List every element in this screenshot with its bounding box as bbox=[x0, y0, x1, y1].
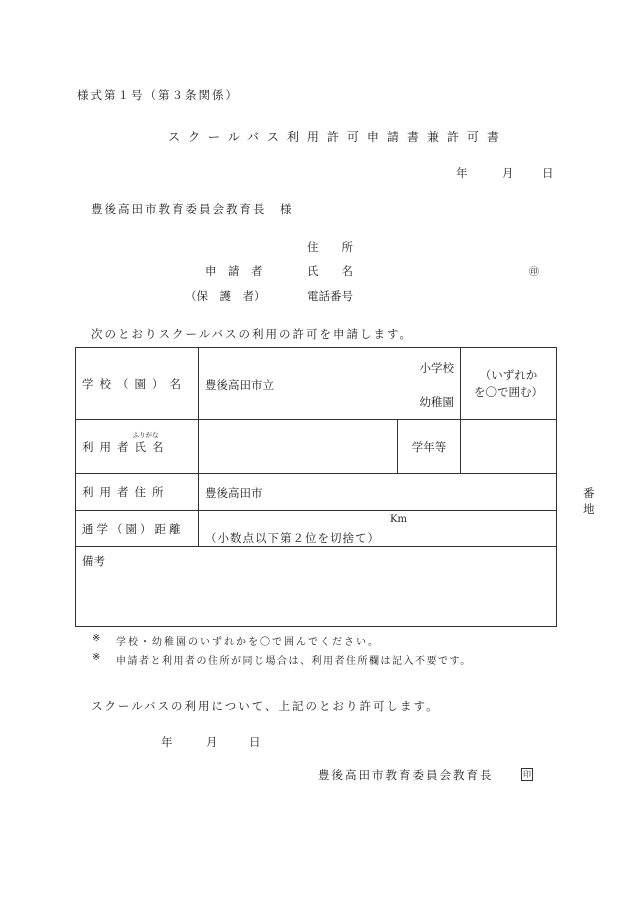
distance-note: （小数点以下第２位を切捨て） bbox=[205, 531, 380, 545]
school-value-cell[interactable] bbox=[199, 348, 461, 420]
note-2-mark: ※ bbox=[92, 652, 101, 663]
note-2-text: 申請者と利用者の住所が同じ場合は、利用者住所欄は記入不要です。 bbox=[116, 656, 472, 667]
school-row bbox=[76, 348, 557, 420]
user-name-input[interactable] bbox=[199, 420, 398, 474]
grade-input[interactable] bbox=[461, 420, 557, 474]
applicant-name-label: 氏 名 bbox=[307, 264, 353, 278]
addressee: 豊後高田市教育委員会教育長 様 bbox=[91, 202, 294, 216]
user-name-label-cell bbox=[76, 420, 199, 474]
remarks-row bbox=[76, 547, 557, 627]
applicant-address-label: 住 所 bbox=[307, 240, 353, 254]
either-note-cell bbox=[461, 348, 557, 420]
user-name-row bbox=[76, 420, 557, 474]
applicant-phone-label: 電話番号 bbox=[307, 289, 353, 303]
date-day: 日 bbox=[542, 166, 554, 180]
applicant-role-sub: （保 護 者） bbox=[185, 289, 266, 303]
permission-date-year: 年 bbox=[161, 735, 173, 749]
user-name-label-head: 利用者 bbox=[82, 439, 135, 454]
application-table bbox=[75, 347, 595, 627]
intro-text: 次のとおりスクールバスの利用の許可を申請します。 bbox=[91, 327, 414, 341]
elementary-option[interactable]: 小学校 bbox=[419, 361, 454, 375]
applicant-seal: ㊞ bbox=[529, 267, 539, 278]
user-address-label: 利用者住所 bbox=[76, 474, 199, 511]
user-address-row bbox=[76, 474, 557, 511]
distance-unit: Km bbox=[390, 514, 407, 525]
permission-text: スクールバスの利用について、上記のとおり許可します。 bbox=[91, 699, 440, 713]
page-title: スクールバス利用許可申請書兼許可書 bbox=[168, 130, 507, 144]
user-address-input[interactable] bbox=[199, 474, 595, 516]
applicant-role-label: 申 請 者 bbox=[205, 264, 263, 278]
date-month: 月 bbox=[502, 166, 514, 180]
distance-row bbox=[76, 511, 557, 547]
distance-label: 通学（園）距離 bbox=[76, 511, 199, 547]
either-note-2: を〇で囲む） bbox=[474, 384, 543, 399]
address-prefix: 豊後高田市 bbox=[205, 486, 263, 500]
school-label: 学校（園）名 bbox=[76, 348, 199, 420]
date-year: 年 bbox=[456, 166, 468, 180]
permission-date-month: 月 bbox=[206, 735, 218, 749]
grade-label: 学年等 bbox=[398, 420, 461, 474]
distance-input[interactable] bbox=[199, 511, 557, 547]
note-1-text: 学校・幼稚園のいずれかを〇で囲んでください。 bbox=[116, 637, 380, 648]
note-1-mark: ※ bbox=[92, 633, 101, 644]
issuer-seal: 印 bbox=[523, 770, 531, 779]
furigana-label: ふりがな bbox=[132, 430, 159, 439]
school-prefix: 豊後高田市立 bbox=[205, 378, 274, 392]
user-name-label-tail: ふりがな 氏名 bbox=[132, 430, 170, 454]
form-number: 様式第１号（第３条関係） bbox=[77, 88, 239, 102]
issuer: 豊後高田市教育委員会教育長 bbox=[318, 768, 494, 782]
remarks-label: 備考 bbox=[82, 554, 105, 568]
remarks-cell[interactable] bbox=[76, 547, 557, 627]
either-note-1: （いずれか bbox=[479, 367, 538, 382]
address-suffix: 番地 bbox=[583, 486, 595, 516]
permission-date-day: 日 bbox=[249, 735, 261, 749]
kindergarten-option[interactable]: 幼稚園 bbox=[419, 395, 454, 409]
